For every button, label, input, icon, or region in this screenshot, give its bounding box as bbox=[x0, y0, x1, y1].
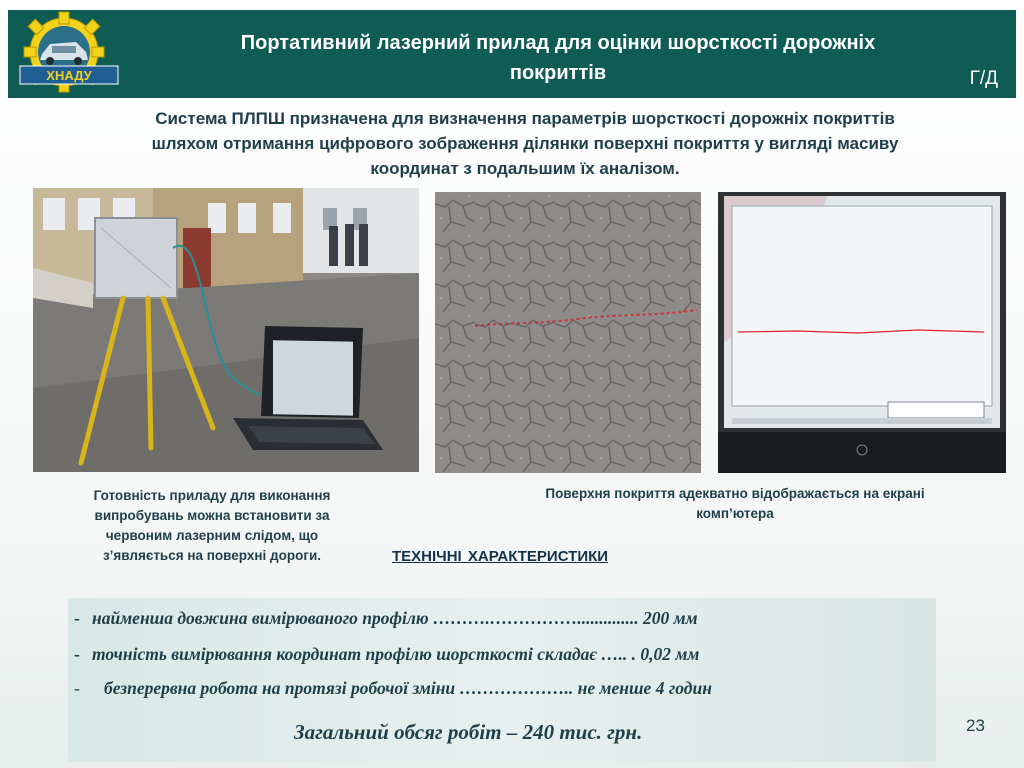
specs-box bbox=[68, 598, 936, 762]
spec-text: найменша довжина вимірюваного профілю ……….…………….............. 200 мм bbox=[92, 608, 698, 628]
device-caption bbox=[52, 486, 372, 566]
device-caption-line-4: з’являється на поверхні дороги. bbox=[102, 548, 322, 563]
spec-item bbox=[74, 644, 699, 665]
screen-caption-line-1: Поверхня покриття адекватно відображається на екрані bbox=[545, 486, 925, 501]
spec-item bbox=[74, 678, 712, 699]
photo-device-with-laptop bbox=[33, 188, 419, 472]
slide-title bbox=[138, 28, 978, 88]
spec-text: точність вимірювання координат профілю шорсткості складає ….. . 0,02 мм bbox=[92, 644, 700, 664]
screen-caption bbox=[480, 484, 990, 524]
title-line-2: покриттів bbox=[509, 62, 607, 84]
device-caption-line-2: випробувань можна встановити за bbox=[94, 508, 330, 523]
specs-heading: ТЕХНІЧНІ ХАРАКТЕРИСТИКИ bbox=[392, 548, 609, 565]
header-bar bbox=[8, 10, 1016, 98]
logo-text: ХНАДУ bbox=[46, 68, 92, 83]
total-cost: Загальний обсяг робіт – 240 тис. грн. bbox=[294, 720, 643, 744]
intro-text bbox=[40, 106, 1010, 181]
spec-text: безперервна робота на протязі робочої зміни ……………….. не менше 4 годин bbox=[104, 678, 712, 698]
title-line-1: Портативний лазерний прилад для оцінки шорсткості дорожніх bbox=[240, 32, 876, 54]
screen-caption-line-2: комп’ютера bbox=[696, 506, 774, 521]
device-caption-line-3: червоним лазерним слідом, що bbox=[105, 528, 319, 543]
spec-bullet: - bbox=[74, 644, 80, 664]
photo-asphalt-laser-trace bbox=[435, 192, 701, 473]
spec-item bbox=[74, 608, 698, 629]
photo-computer-screen bbox=[718, 192, 1006, 473]
device-caption-line-1: Готовність приладу для виконання bbox=[93, 488, 331, 503]
university-logo bbox=[14, 8, 122, 94]
intro-line-2: шляхом отримання цифрового зображення ділянки поверхні покриття у вигляді масиву bbox=[151, 134, 899, 153]
intro-line-3: координат з подальшим їх аналізом. bbox=[370, 159, 680, 178]
section-code: Г/Д bbox=[969, 68, 998, 89]
page-number: 23 bbox=[966, 716, 985, 735]
spec-bullet: - bbox=[74, 608, 80, 628]
intro-line-1: Система ПЛПШ призначена для визначення параметрів шорсткості дорожніх покриттів bbox=[155, 109, 895, 128]
spec-bullet: - bbox=[74, 678, 80, 698]
